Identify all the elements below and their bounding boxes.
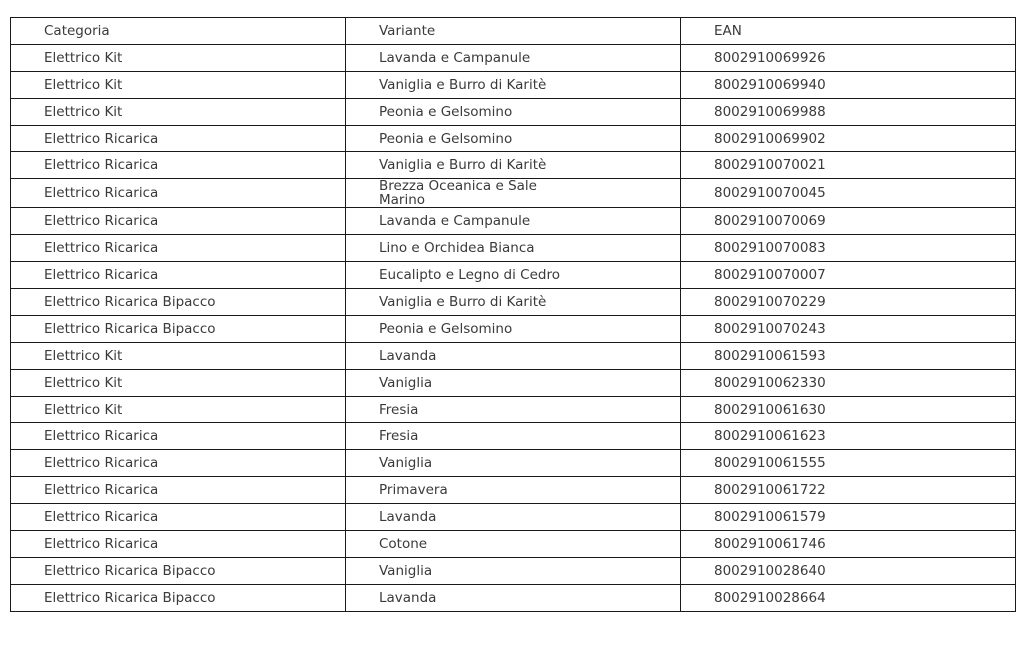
- cell-variante: Peonia e Gelsomino: [346, 125, 681, 152]
- cell-variante: Vaniglia e Burro di Karitè: [346, 71, 681, 98]
- table-row: [11, 369, 1016, 396]
- cell-ean: 8002910028664: [681, 584, 1016, 611]
- cell-ean: 8002910070021: [681, 152, 1016, 179]
- cell-ean: 8002910061746: [681, 531, 1016, 558]
- table-row: [11, 584, 1016, 611]
- table-row: [11, 262, 1016, 289]
- cell-categoria: Elettrico Ricarica: [11, 531, 346, 558]
- cell-categoria: Elettrico Kit: [11, 71, 346, 98]
- cell-categoria: Elettrico Kit: [11, 396, 346, 423]
- table-row: [11, 531, 1016, 558]
- cell-categoria: Elettrico Ricarica Bipacco: [11, 289, 346, 316]
- cell-categoria: Elettrico Ricarica: [11, 208, 346, 235]
- cell-categoria: Elettrico Ricarica: [11, 125, 346, 152]
- header-categoria: Categoria: [11, 18, 346, 45]
- cell-categoria: Elettrico Ricarica: [11, 235, 346, 262]
- table-row: [11, 504, 1016, 531]
- table-row: [11, 71, 1016, 98]
- cell-variante: Lavanda e Campanule: [346, 208, 681, 235]
- cell-ean: 8002910061593: [681, 342, 1016, 369]
- table-row: [11, 315, 1016, 342]
- cell-variante: Peonia e Gelsomino: [346, 98, 681, 125]
- cell-ean: 8002910061623: [681, 423, 1016, 450]
- table-row: [11, 179, 1016, 208]
- header-ean: EAN: [681, 18, 1016, 45]
- cell-ean: 8002910070229: [681, 289, 1016, 316]
- cell-variante: Cotone: [346, 531, 681, 558]
- cell-ean: 8002910028640: [681, 557, 1016, 584]
- table-row: [11, 289, 1016, 316]
- cell-variante: Vaniglia e Burro di Karitè: [346, 152, 681, 179]
- table-row: [11, 342, 1016, 369]
- cell-categoria: Elettrico Ricarica Bipacco: [11, 315, 346, 342]
- product-ean-table: [10, 17, 1016, 612]
- cell-variante: Lavanda e Campanule: [346, 44, 681, 71]
- cell-variante: Fresia: [346, 423, 681, 450]
- cell-categoria: Elettrico Kit: [11, 98, 346, 125]
- cell-variante: Fresia: [346, 396, 681, 423]
- cell-ean: 8002910061555: [681, 450, 1016, 477]
- cell-categoria: Elettrico Kit: [11, 369, 346, 396]
- table-row: [11, 125, 1016, 152]
- cell-categoria: Elettrico Ricarica: [11, 450, 346, 477]
- cell-variante: Vaniglia: [346, 369, 681, 396]
- table-row: [11, 44, 1016, 71]
- cell-ean: 8002910070045: [681, 179, 1016, 208]
- cell-variante: Lino e Orchidea Bianca: [346, 235, 681, 262]
- table-row: [11, 98, 1016, 125]
- cell-variante: Lavanda: [346, 504, 681, 531]
- cell-categoria: Elettrico Ricarica: [11, 423, 346, 450]
- cell-variante: Vaniglia: [346, 450, 681, 477]
- cell-categoria: Elettrico Ricarica: [11, 262, 346, 289]
- cell-variante: Vaniglia e Burro di Karitè: [346, 289, 681, 316]
- cell-variante: Lavanda: [346, 584, 681, 611]
- cell-variante: Vaniglia: [346, 557, 681, 584]
- table-row: [11, 235, 1016, 262]
- cell-variante: Primavera: [346, 477, 681, 504]
- cell-categoria: Elettrico Ricarica: [11, 504, 346, 531]
- cell-categoria: Elettrico Ricarica: [11, 477, 346, 504]
- cell-variante: Peonia e Gelsomino: [346, 315, 681, 342]
- header-variante: Variante: [346, 18, 681, 45]
- table-header-row: [11, 18, 1016, 45]
- cell-variante: Lavanda: [346, 342, 681, 369]
- cell-ean: 8002910062330: [681, 369, 1016, 396]
- cell-ean: 8002910061579: [681, 504, 1016, 531]
- cell-categoria: Elettrico Ricarica Bipacco: [11, 584, 346, 611]
- cell-categoria: Elettrico Kit: [11, 342, 346, 369]
- cell-ean: 8002910069926: [681, 44, 1016, 71]
- cell-ean: 8002910070007: [681, 262, 1016, 289]
- cell-ean: 8002910069902: [681, 125, 1016, 152]
- table-row: [11, 423, 1016, 450]
- table-row: [11, 477, 1016, 504]
- cell-variante: Eucalipto e Legno di Cedro: [346, 262, 681, 289]
- table-row: [11, 450, 1016, 477]
- table-row: [11, 208, 1016, 235]
- cell-variante: Brezza Oceanica e Sale Marino: [346, 179, 681, 208]
- table-row: [11, 152, 1016, 179]
- cell-ean: 8002910069940: [681, 71, 1016, 98]
- cell-ean: 8002910070069: [681, 208, 1016, 235]
- table-row: [11, 557, 1016, 584]
- cell-ean: 8002910070083: [681, 235, 1016, 262]
- cell-ean: 8002910061630: [681, 396, 1016, 423]
- cell-categoria: Elettrico Ricarica: [11, 179, 346, 208]
- cell-ean: 8002910061722: [681, 477, 1016, 504]
- cell-categoria: Elettrico Kit: [11, 44, 346, 71]
- table-row: [11, 396, 1016, 423]
- cell-ean: 8002910069988: [681, 98, 1016, 125]
- cell-categoria: Elettrico Ricarica: [11, 152, 346, 179]
- cell-ean: 8002910070243: [681, 315, 1016, 342]
- cell-categoria: Elettrico Ricarica Bipacco: [11, 557, 346, 584]
